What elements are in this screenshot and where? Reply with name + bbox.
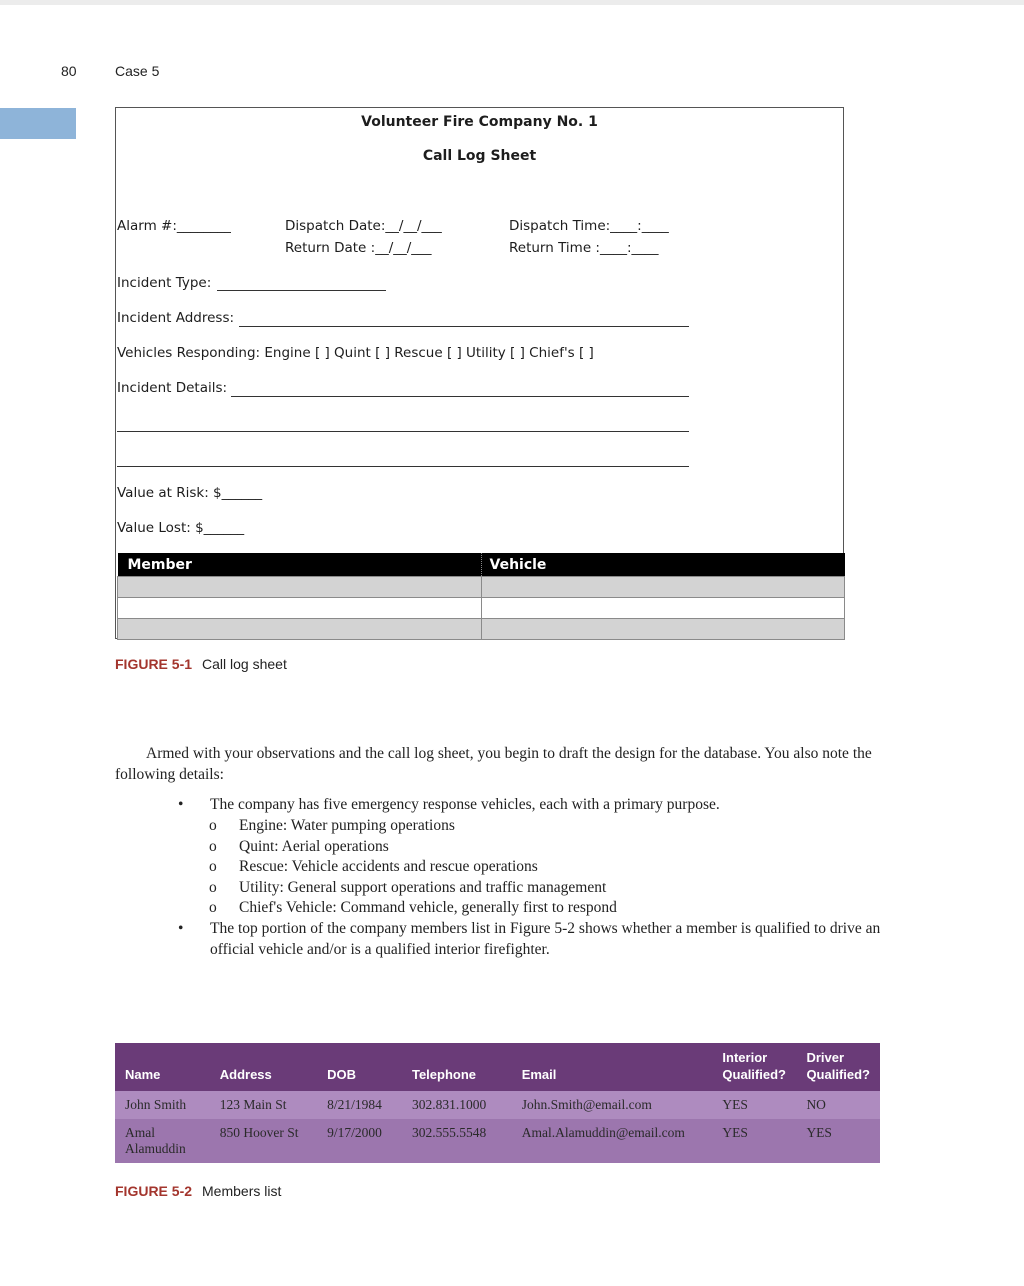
bullet-marker: • bbox=[178, 796, 184, 813]
grid-row bbox=[118, 577, 845, 598]
member-interior-qualified: YES bbox=[712, 1091, 796, 1119]
driver-header-line-1: Driver bbox=[806, 1050, 845, 1065]
member-interior-qualified: YES bbox=[712, 1119, 796, 1163]
email-column-header: Email bbox=[512, 1043, 713, 1091]
incident-details-label: Incident Details: bbox=[117, 380, 228, 396]
sub-bullet-item bbox=[209, 898, 617, 919]
interior-qualified-column-header bbox=[712, 1043, 796, 1091]
body-paragraph: Armed with your observations and the call log sheet, you begin to draft the design for the database. You also note the following details: bbox=[115, 745, 872, 783]
page-number: 80 bbox=[61, 63, 77, 79]
bullet-text: The top portion of the company members list in Figure 5-2 shows whether a member is qualified to drive an official vehicle and/or is a qualified interior firefighter. bbox=[210, 920, 881, 958]
incident-type-line bbox=[217, 290, 386, 291]
sub-bullet-text: Rescue: Vehicle accidents and rescue operations bbox=[239, 858, 538, 875]
address-column-header: Address bbox=[210, 1043, 317, 1091]
member-telephone: 302.831.1000 bbox=[402, 1091, 512, 1119]
call-log-form bbox=[115, 107, 844, 639]
member-dob: 9/17/2000 bbox=[317, 1119, 402, 1163]
dob-column-header: DOB bbox=[317, 1043, 402, 1091]
sub-bullet-marker: o bbox=[209, 878, 217, 896]
member-address: 123 Main St bbox=[210, 1091, 317, 1119]
incident-details-line-3 bbox=[117, 466, 689, 467]
member-name: John Smith bbox=[115, 1091, 210, 1119]
sub-bullet-marker: o bbox=[209, 817, 217, 834]
running-header: Case 5 bbox=[115, 63, 160, 79]
incident-details-line-2 bbox=[117, 431, 689, 432]
top-border bbox=[0, 0, 1024, 5]
incident-type-label: Incident Type: bbox=[117, 275, 212, 291]
bullet-text: The company has five emergency response vehicles, each with a primary purpose. bbox=[210, 796, 720, 813]
figure-caption-text: Members list bbox=[202, 1183, 282, 1199]
member-email: Amal.Alamuddin@email.com bbox=[512, 1119, 713, 1163]
member-dob: 8/21/1984 bbox=[317, 1091, 402, 1119]
vehicle-column-header: Vehicle bbox=[481, 553, 845, 577]
figure-label: FIGURE 5-1 bbox=[115, 656, 193, 672]
figure-5-1-caption bbox=[115, 656, 287, 672]
sub-bullet-text: Engine: Water pumping operations bbox=[239, 817, 455, 834]
driver-qualified-column-header bbox=[796, 1043, 880, 1091]
members-table bbox=[115, 1043, 880, 1163]
sub-bullet-item bbox=[209, 837, 389, 858]
figure-label: FIGURE 5-2 bbox=[115, 1183, 193, 1199]
sub-bullet-item bbox=[209, 816, 455, 837]
member-address: 850 Hoover St bbox=[210, 1119, 317, 1163]
incident-address-label: Incident Address: bbox=[117, 310, 235, 326]
return-date-field: Return Date :__/__/___ bbox=[285, 240, 432, 256]
section-tab-marker bbox=[0, 108, 76, 139]
member-column-header: Member bbox=[118, 553, 482, 577]
sub-bullet-text: Chief's Vehicle: Command vehicle, generally first to respond bbox=[239, 899, 617, 916]
value-lost-field: Value Lost: $______ bbox=[117, 520, 245, 536]
dispatch-time-field: Dispatch Time:____:____ bbox=[509, 218, 669, 234]
member-driver-qualified: NO bbox=[796, 1091, 880, 1119]
form-subtitle: Call Log Sheet bbox=[422, 148, 537, 164]
vehicles-responding-field: Vehicles Responding: Engine [ ] Quint [ ] Rescue [ ] Utility [ ] Chief's [ ] bbox=[117, 345, 594, 361]
incident-address-line bbox=[239, 326, 689, 327]
figure-5-2-caption bbox=[115, 1183, 281, 1199]
sub-bullet-item bbox=[209, 878, 606, 899]
bullet-item bbox=[178, 919, 918, 960]
value-at-risk-field: Value at Risk: $______ bbox=[117, 485, 263, 501]
telephone-column-header: Telephone bbox=[402, 1043, 512, 1091]
bullet-item bbox=[178, 795, 918, 816]
figure-caption-text: Call log sheet bbox=[202, 656, 287, 672]
member-email: John.Smith@email.com bbox=[512, 1091, 713, 1119]
sub-bullet-text: Quint: Aerial operations bbox=[239, 837, 389, 855]
dispatch-date-field: Dispatch Date:__/__/___ bbox=[285, 218, 442, 234]
interior-header-line-2: Qualified? bbox=[722, 1067, 786, 1082]
form-title: Volunteer Fire Company No. 1 bbox=[361, 114, 598, 130]
alarm-number-field: Alarm #:________ bbox=[117, 218, 231, 234]
interior-header-line-1: Interior bbox=[722, 1050, 768, 1065]
sub-bullet-marker: o bbox=[209, 858, 217, 875]
member-name: Amal Alamuddin bbox=[115, 1119, 210, 1163]
grid-row bbox=[118, 598, 845, 619]
driver-header-line-2: Qualified? bbox=[806, 1067, 870, 1082]
sub-bullet-item bbox=[209, 857, 538, 878]
incident-details-line-1 bbox=[231, 396, 689, 397]
grid-row bbox=[118, 619, 845, 640]
table-row bbox=[115, 1119, 880, 1163]
sub-bullet-marker: o bbox=[209, 899, 217, 916]
name-column-header: Name bbox=[115, 1043, 210, 1091]
member-vehicle-grid bbox=[117, 553, 845, 640]
sub-bullet-marker: o bbox=[209, 837, 217, 855]
table-row bbox=[115, 1091, 880, 1119]
return-time-field: Return Time :____:____ bbox=[509, 240, 659, 256]
bullet-marker: • bbox=[178, 920, 184, 937]
member-telephone: 302.555.5548 bbox=[402, 1119, 512, 1163]
sub-bullet-text: Utility: General support operations and traffic management bbox=[239, 878, 607, 896]
member-driver-qualified: YES bbox=[796, 1119, 880, 1163]
